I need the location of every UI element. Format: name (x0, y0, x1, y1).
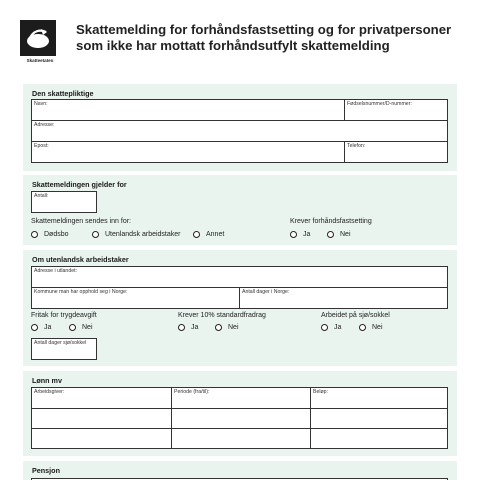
radio-standardfradrag-nei[interactable] (215, 324, 239, 331)
antall-field[interactable] (31, 191, 97, 213)
section-lonn (23, 371, 457, 456)
radio-label: Nei (340, 231, 351, 238)
radio-circle-icon (178, 324, 185, 331)
radio-label: Utenlandsk arbeidstaker (105, 231, 181, 238)
field-label: Adresse: (34, 122, 55, 128)
radio-circle-icon (359, 324, 366, 331)
telefon-field[interactable] (344, 141, 448, 163)
radio-krever-ja[interactable] (290, 231, 310, 238)
radio-label: Nei (372, 324, 383, 331)
radio-circle-icon (327, 231, 334, 238)
table-row-divider (32, 408, 447, 409)
radio-circle-icon (31, 231, 38, 238)
section-title: Lønn mv (32, 376, 62, 385)
radio-fritak-nei[interactable] (69, 324, 93, 331)
radio-sjo-nei[interactable] (359, 324, 383, 331)
radio-label: Ja (191, 324, 199, 331)
column-header-periode: Periode (fra/til): (174, 389, 210, 395)
logo-mark-icon (20, 20, 56, 56)
logo-text: Skatteetaten (26, 58, 54, 63)
column-header-arbeidsgiver: Arbeidsgiver: (34, 389, 65, 395)
fritak-label: Fritak for trygdeavgift (31, 312, 97, 319)
lonn-table (31, 387, 448, 449)
radio-label: Ja (334, 324, 342, 331)
radio-standardfradrag-ja[interactable] (178, 324, 198, 331)
field-label: Antall dager sjø/sokkel (34, 340, 87, 346)
radio-label: Nei (82, 324, 93, 331)
standardfradrag-label: Krever 10% standardfradrag (178, 312, 266, 319)
section-title: Den skattepliktige (32, 89, 94, 98)
field-label: Antall dager i Norge: (242, 289, 290, 295)
column-header-belop: Beløp: (313, 389, 328, 395)
field-label: Epost: (34, 143, 49, 149)
epost-field[interactable] (31, 141, 345, 163)
radio-utenlandsk-arbeidstaker[interactable] (92, 231, 181, 238)
radio-annet[interactable] (193, 231, 224, 238)
radio-circle-icon (92, 231, 99, 238)
section-pensjon (23, 461, 457, 480)
table-row-divider (32, 428, 447, 429)
krever-label: Krever forhåndsfastsetting (290, 218, 372, 225)
section-title: Skattemeldingen gjelder for (32, 180, 127, 189)
radio-dodsbo[interactable] (31, 231, 69, 238)
navn-field[interactable] (31, 99, 345, 121)
radio-label: Annet (206, 231, 225, 238)
radio-circle-icon (290, 231, 297, 238)
radio-krever-nei[interactable] (327, 231, 351, 238)
sjo-label: Arbeidet på sjø/sokkel (321, 312, 390, 319)
radio-circle-icon (31, 324, 38, 331)
section-title: Om utenlandsk arbeidstaker (32, 255, 129, 264)
radio-label: Dødsbo (44, 231, 69, 238)
section-utenlandsk (23, 250, 457, 366)
column-divider (310, 388, 311, 448)
column-divider (171, 388, 172, 448)
section-title: Pensjon (32, 466, 60, 475)
radio-circle-icon (321, 324, 328, 331)
dager-sjo-field[interactable] (31, 338, 97, 360)
section-skattepliktige (23, 84, 457, 171)
fodselsnummer-field[interactable] (344, 99, 448, 121)
radio-label: Ja (44, 324, 52, 331)
adresse-utlandet-field[interactable] (31, 266, 448, 288)
radio-label: Nei (228, 324, 239, 331)
radio-fritak-ja[interactable] (31, 324, 51, 331)
field-label: Antall: (34, 193, 49, 199)
field-label: Kommune man har opphold seg i Norge: (34, 289, 128, 295)
field-label: Fødselsnummer/D-nummer: (347, 101, 412, 107)
radio-sjo-ja[interactable] (321, 324, 341, 331)
sendes-label: Skattemeldingen sendes inn for: (31, 218, 132, 225)
page-title: Skattemelding for forhåndsfastsetting og for privatpersoner som ikke har mottatt forhåndsutfylt skattemelding (76, 22, 452, 53)
field-label: Navn: (34, 101, 48, 107)
skatteetaten-logo (20, 20, 56, 56)
section-gjelder (23, 175, 457, 245)
radio-circle-icon (193, 231, 200, 238)
adresse-field[interactable] (31, 120, 448, 142)
field-label: Telefon: (347, 143, 366, 149)
radio-circle-icon (69, 324, 76, 331)
radio-label: Ja (303, 231, 311, 238)
radio-circle-icon (215, 324, 222, 331)
kommune-field[interactable] (31, 287, 240, 309)
field-label: Adresse i utlandet: (34, 268, 77, 274)
antall-dager-field[interactable] (239, 287, 448, 309)
